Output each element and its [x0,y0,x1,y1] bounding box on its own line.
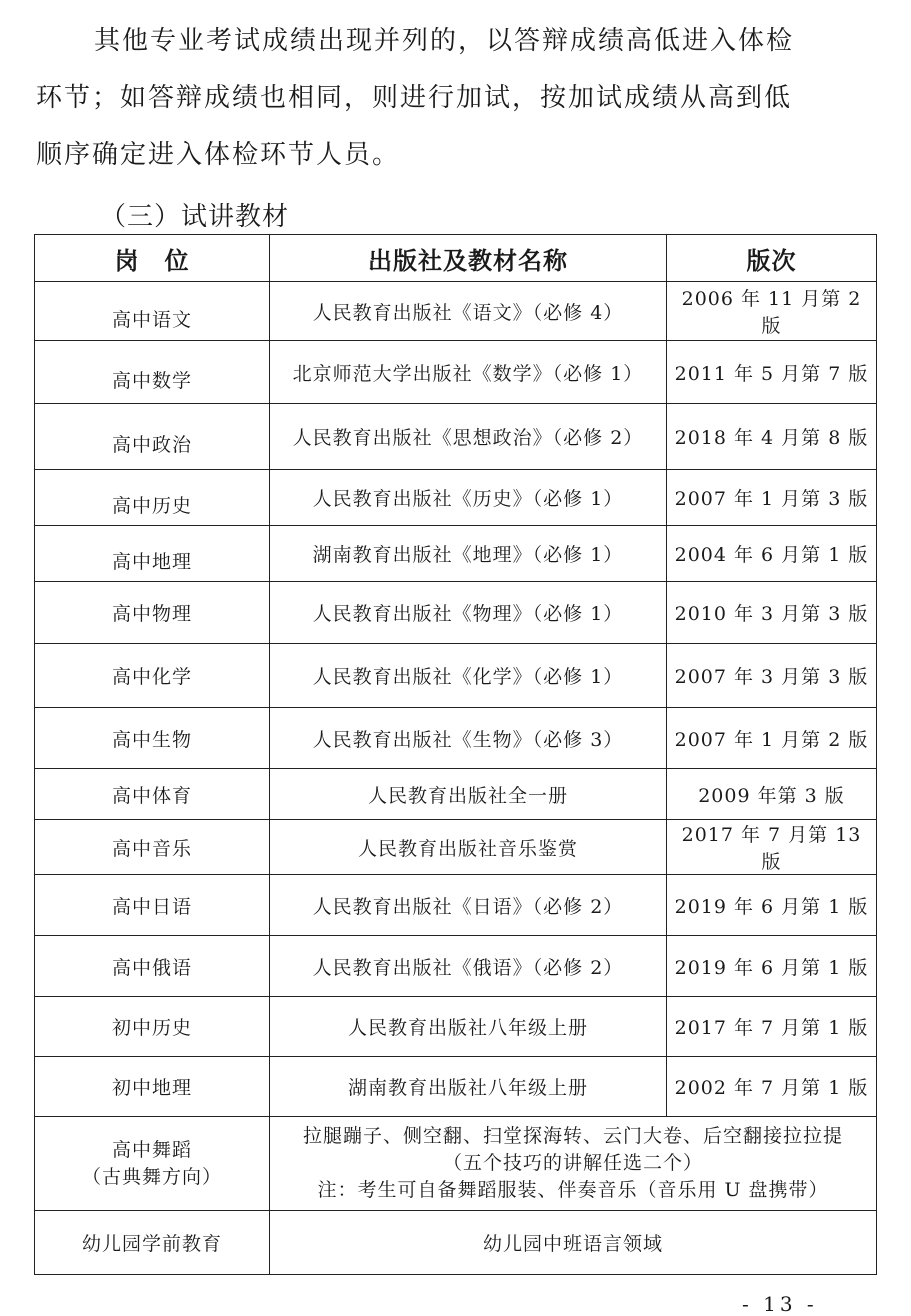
table-row [35,282,877,341]
table-row [35,997,877,1057]
header-textbook: 出版社及教材名称 [270,235,667,282]
dance-content-line-2: （五个技巧的讲解任选二个） [442,1152,703,1174]
cell-edition: 2011 年 5 月第 7 版 [667,341,877,404]
table-row [35,820,877,875]
table-row [35,644,877,708]
cell-textbook: 人民教育出版社《物理》（必修 1） [270,582,667,644]
cell-position: 高中语文 [35,282,270,341]
cell-position-dance [35,1117,270,1211]
table-row [35,875,877,936]
table-row [35,936,877,997]
section-heading: （三）试讲教材 [100,202,290,232]
cell-position: 初中历史 [35,997,270,1057]
cell-edition: 2019 年 6 月第 1 版 [667,936,877,997]
cell-textbook: 人民教育出版社《化学》（必修 1） [270,644,667,708]
cell-position: 高中化学 [35,644,270,708]
cell-textbook: 人民教育出版社音乐鉴赏 [270,820,667,875]
dance-content-line-3: 注：考生可自备舞蹈服装、伴奏音乐（音乐用 U 盘携带） [317,1179,829,1201]
table-row [35,708,877,769]
dance-position-line-2: （古典舞方向） [81,1165,222,1188]
header-position: 岗 位 [35,235,270,282]
cell-textbook: 人民教育出版社《俄语》（必修 2） [270,936,667,997]
cell-textbook: 人民教育出版社《思想政治》（必修 2） [270,404,667,470]
cell-textbook: 人民教育出版社《日语》（必修 2） [270,875,667,936]
table-row [35,582,877,644]
textbook-table [34,234,877,1275]
cell-position: 高中音乐 [35,820,270,875]
cell-edition: 2009 年第 3 版 [667,769,877,820]
table-row [35,404,877,470]
cell-position: 高中生物 [35,708,270,769]
table-row [35,526,877,582]
cell-edition: 2017 年 7 月第 1 版 [667,997,877,1057]
intro-line-2: 环节；如答辩成绩也相同，则进行加试，按加试成绩从高到低 [36,83,793,113]
cell-position: 初中地理 [35,1057,270,1117]
table-row-preschool [35,1211,877,1275]
cell-edition: 2007 年 3 月第 3 版 [667,644,877,708]
dance-position-line-1: 高中舞蹈 [111,1138,192,1161]
cell-edition: 2017 年 7 月第 13 版 [667,820,877,875]
cell-position: 高中地理 [35,526,270,582]
cell-position: 高中政治 [35,404,270,470]
dance-content-line-1: 拉腿蹦子、侧空翻、扫堂探海转、云门大卷、后空翻接拉拉提 [302,1125,843,1147]
cell-textbook: 湖南教育出版社八年级上册 [270,1057,667,1117]
intro-line-3: 顺序确定进入体检环节人员。 [36,140,401,170]
cell-edition: 2019 年 6 月第 1 版 [667,875,877,936]
cell-position: 高中历史 [35,470,270,526]
cell-position: 高中俄语 [35,936,270,997]
header-edition: 版次 [667,235,877,282]
table-row [35,1057,877,1117]
cell-position: 高中物理 [35,582,270,644]
table-header-row [35,235,877,282]
cell-edition: 2002 年 7 月第 1 版 [667,1057,877,1117]
table-row [35,470,877,526]
cell-edition: 2018 年 4 月第 8 版 [667,404,877,470]
cell-preschool-content: 幼儿园中班语言领域 [270,1211,877,1275]
table-row [35,341,877,404]
cell-position: 高中日语 [35,875,270,936]
cell-position: 高中数学 [35,341,270,404]
cell-textbook: 人民教育出版社《语文》（必修 4） [270,282,667,341]
table-row [35,769,877,820]
cell-textbook: 人民教育出版社八年级上册 [270,997,667,1057]
table-row-dance [35,1117,877,1211]
cell-position-preschool: 幼儿园学前教育 [35,1211,270,1275]
cell-textbook: 人民教育出版社《生物》（必修 3） [270,708,667,769]
intro-line-1: 其他专业考试成绩出现并列的，以答辩成绩高低进入体检 [94,26,795,56]
cell-position: 高中体育 [35,769,270,820]
cell-dance-content [270,1117,877,1211]
cell-edition: 2004 年 6 月第 1 版 [667,526,877,582]
cell-textbook: 人民教育出版社全一册 [270,769,667,820]
cell-edition: 2010 年 3 月第 3 版 [667,582,877,644]
cell-textbook: 人民教育出版社《历史》（必修 1） [270,470,667,526]
intro-paragraph [36,13,856,184]
cell-textbook: 湖南教育出版社《地理》（必修 1） [270,526,667,582]
page-number: - 13 - [742,1292,818,1316]
cell-textbook: 北京师范大学出版社《数学》（必修 1） [270,341,667,404]
cell-edition: 2006 年 11 月第 2 版 [667,282,877,341]
cell-edition: 2007 年 1 月第 3 版 [667,470,877,526]
cell-edition: 2007 年 1 月第 2 版 [667,708,877,769]
